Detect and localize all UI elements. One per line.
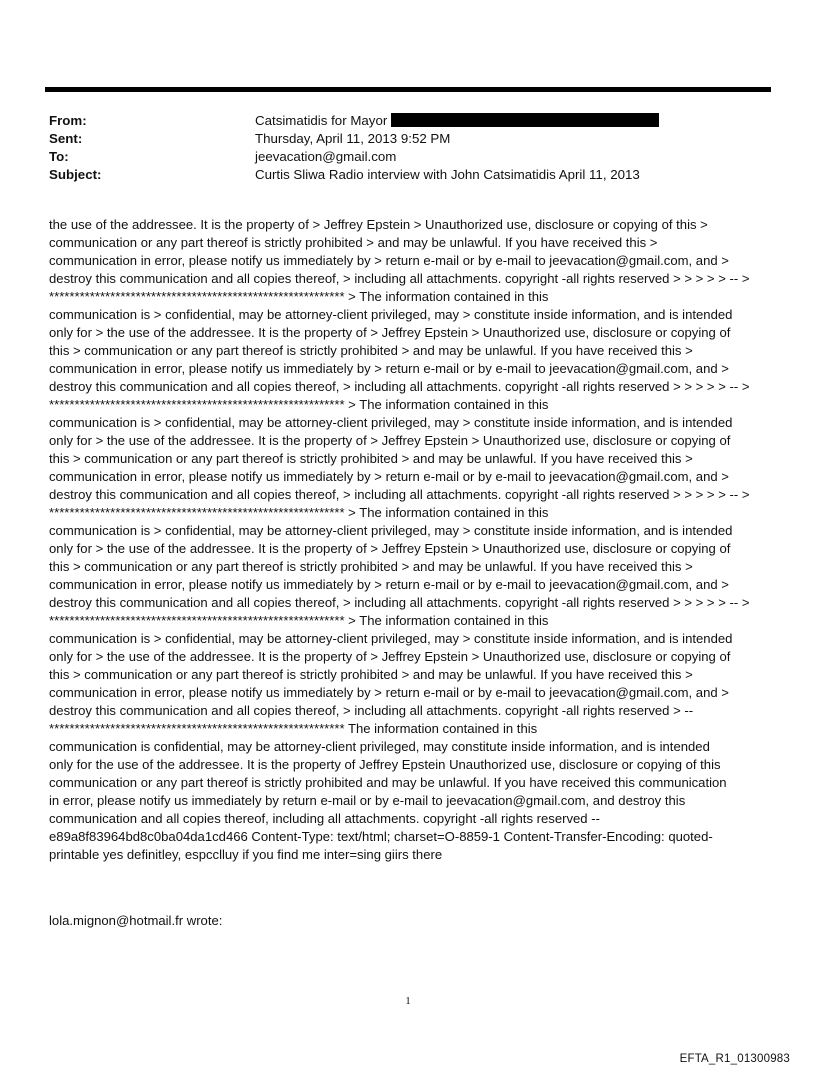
sent-value: Thursday, April 11, 2013 9:52 PM: [255, 131, 451, 146]
body-line: the use of the addressee. It is the property of > Jeffrey Epstein > Unauthorized use, disclosure or copying of this >: [49, 217, 708, 232]
page-number: 1: [405, 995, 411, 1007]
body-line: destroy this communication and all copies thereof, > including all attachments. copyright -all rights reserved > > > > > -- >: [49, 271, 750, 286]
body-line: only for the use of the addressee. It is the property of Jeffrey Epstein Unauthorized use, disclosure or copying of this: [49, 757, 721, 772]
body-line: communication is > confidential, may be attorney-client privileged, may > constitute inside information, and is intended: [49, 631, 733, 646]
body-line: communication is > confidential, may be attorney-client privileged, may > constitute inside information, and is intended: [49, 523, 733, 538]
body-line: only for > the use of the addressee. It is the property of > Jeffrey Epstein > Unauthorized use, disclosure or copying of: [49, 541, 731, 556]
body-line: communication and all copies thereof, including all attachments. copyright -all rights reserved --: [49, 811, 600, 826]
body-line: destroy this communication and all copies thereof, > including all attachments. copyright -all rights reserved > > > > > -- >: [49, 379, 750, 394]
body-line: destroy this communication and all copies thereof, > including all attachments. copyright -all rights reserved > > > > > -- >: [49, 487, 750, 502]
body-line: this > communication or any part thereof is strictly prohibited > and may be unlawful. If you have received this >: [49, 559, 693, 574]
body-line: in error, please notify us immediately by return e-mail or by e-mail to jeevacation@gmail.com, and destroy this: [49, 793, 686, 808]
subject-row: [49, 166, 771, 184]
body-line: communication in error, please notify us immediately by > return e-mail or by e-mail to jeevacation@gmail.com, and >: [49, 469, 729, 484]
body-line: only for > the use of the addressee. It is the property of > Jeffrey Epstein > Unauthorized use, disclosure or copying of: [49, 325, 731, 340]
document-id: EFTA_R1_01300983: [679, 1053, 790, 1065]
sent-label: Sent:: [49, 131, 83, 146]
body-line: communication is confidential, may be attorney-client privileged, may constitute inside information, and is intended: [49, 739, 710, 754]
to-label: To:: [49, 149, 69, 164]
body-line: destroy this communication and all copies thereof, > including all attachments. copyright -all rights reserved > --: [49, 703, 694, 718]
body-line: this > communication or any part thereof is strictly prohibited > and may be unlawful. If you have received this >: [49, 451, 693, 466]
redaction-box: [391, 113, 659, 127]
subject-value: Curtis Sliwa Radio interview with John Catsimatidis April 11, 2013: [255, 167, 640, 182]
body-line: this > communication or any part thereof is strictly prohibited > and may be unlawful. If you have received this >: [49, 343, 693, 358]
email-header: [49, 112, 771, 184]
header-rule: [45, 87, 771, 92]
body-line: destroy this communication and all copies thereof, > including all attachments. copyright -all rights reserved > > > > > -- >: [49, 595, 750, 610]
body-line: printable yes definitley, espcclluy if you find me inter=sing giirs there: [49, 847, 443, 862]
body-line: ********************************************************** > The information contained in this: [49, 397, 549, 412]
subject-label: Subject:: [49, 167, 102, 182]
body-line: only for > the use of the addressee. It is the property of > Jeffrey Epstein > Unauthorized use, disclosure or copying of: [49, 433, 731, 448]
body-line: ********************************************************** > The information contained in this: [49, 613, 549, 628]
to-row: [49, 148, 771, 166]
body-line: this > communication or any part thereof is strictly prohibited > and may be unlawful. If you have received this >: [49, 667, 693, 682]
body-line: ********************************************************** > The information contained in this: [49, 289, 549, 304]
email-body: [49, 216, 769, 864]
body-line: only for > the use of the addressee. It is the property of > Jeffrey Epstein > Unauthorized use, disclosure or copying of: [49, 649, 731, 664]
body-line: communication in error, please notify us immediately by > return e-mail or by e-mail to jeevacation@gmail.com, and >: [49, 685, 729, 700]
body-line: communication in error, please notify us immediately by > return e-mail or by e-mail to jeevacation@gmail.com, and >: [49, 361, 729, 376]
body-line: ********************************************************** > The information contained in this: [49, 505, 549, 520]
body-line: communication or any part thereof is strictly prohibited > and may be unlawful. If you have received this >: [49, 235, 658, 250]
from-sender: Catsimatidis for Mayor: [255, 113, 388, 128]
sent-row: [49, 130, 771, 148]
body-line: communication in error, please notify us immediately by > return e-mail or by e-mail to jeevacation@gmail.com, and >: [49, 253, 729, 268]
body-line: communication is > confidential, may be attorney-client privileged, may > constitute inside information, and is intended: [49, 415, 733, 430]
to-value: jeevacation@gmail.com: [255, 149, 397, 164]
body-line: communication or any part thereof is strictly prohibited and may be unlawful. If you have received this communication: [49, 775, 727, 790]
body-line: communication is > confidential, may be attorney-client privileged, may > constitute inside information, and is intended: [49, 307, 733, 322]
quoted-sender-line: lola.mignon@hotmail.fr wrote:: [49, 913, 223, 928]
from-value: [255, 112, 771, 130]
body-line: ********************************************************** The information contained in this: [49, 721, 538, 736]
body-line: communication in error, please notify us immediately by > return e-mail or by e-mail to jeevacation@gmail.com, and >: [49, 577, 729, 592]
from-label: From:: [49, 113, 87, 128]
from-row: [49, 112, 771, 130]
body-line: e89a8f83964bd8c0ba04da1cd466 Content-Type: text/html; charset=O-8859-1 Content-Transfer-Encoding: quoted-: [49, 829, 713, 844]
